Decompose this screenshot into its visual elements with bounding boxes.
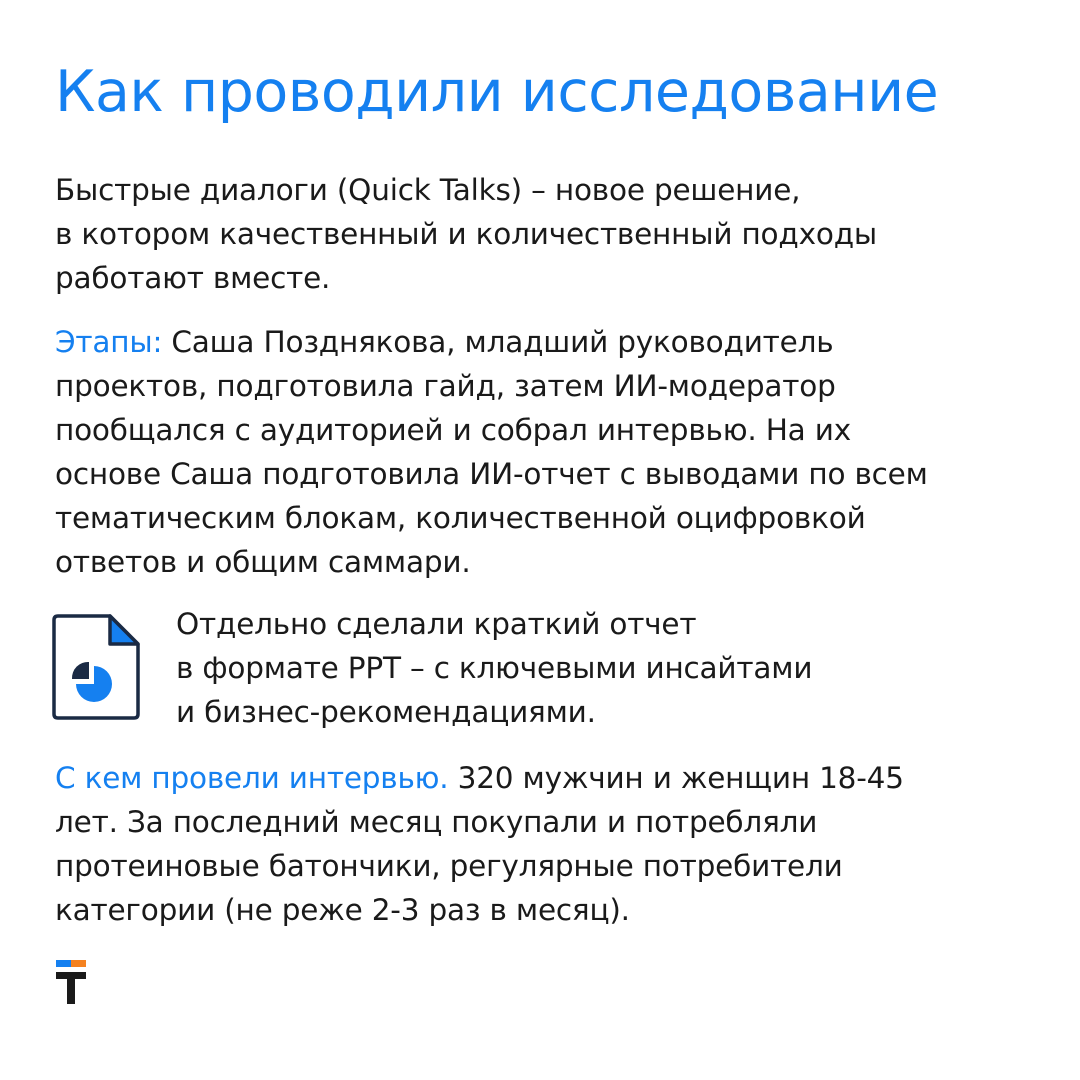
stages-line: тематическим блокам, количественной оцифровкой	[55, 501, 866, 535]
report-note-line: Отдельно сделали краткий отчет	[176, 607, 697, 641]
stages-line: ответов и общим саммари.	[55, 545, 471, 579]
document-pie-chart-icon	[52, 612, 144, 722]
interview-first-line	[55, 756, 904, 800]
stages-first-line-text: Саша Позднякова, младший руководитель	[162, 325, 834, 359]
stages-paragraph	[55, 320, 928, 584]
interview-paragraph	[55, 756, 904, 932]
intro-line: в котором качественный и количественный подходы	[55, 217, 878, 251]
intro-line: Быстрые диалоги (Quick Talks) – новое решение,	[55, 173, 801, 207]
report-note-line: в формате PPT – с ключевыми инсайтами	[176, 651, 813, 685]
stages-line: основе Саша подготовила ИИ-отчет с выводами по всем	[55, 457, 928, 491]
stages-first-line	[55, 320, 928, 364]
report-note-line: и бизнес-рекомендациями.	[176, 695, 596, 729]
intro-paragraph	[55, 168, 877, 300]
interview-label: С кем провели интервью.	[55, 761, 449, 795]
stages-line: пообщался с аудиторией и собрал интервью. На их	[55, 413, 851, 447]
interview-line: категории (не реже 2-3 раз в месяц).	[55, 893, 630, 927]
report-note	[176, 602, 812, 734]
intro-line: работают вместе.	[55, 261, 331, 295]
page-title: Как проводили исследование	[55, 59, 939, 125]
stages-label: Этапы:	[55, 325, 163, 359]
stages-line: проектов, подготовила гайд, затем ИИ-модератор	[55, 369, 836, 403]
t-brand-logo-icon	[56, 960, 86, 1004]
interview-line: протеиновые батончики, регулярные потребители	[55, 849, 843, 883]
interview-line: лет. За последний месяц покупали и потребляли	[55, 805, 818, 839]
interview-first-line-text: 320 мужчин и женщин 18-45	[448, 761, 904, 795]
